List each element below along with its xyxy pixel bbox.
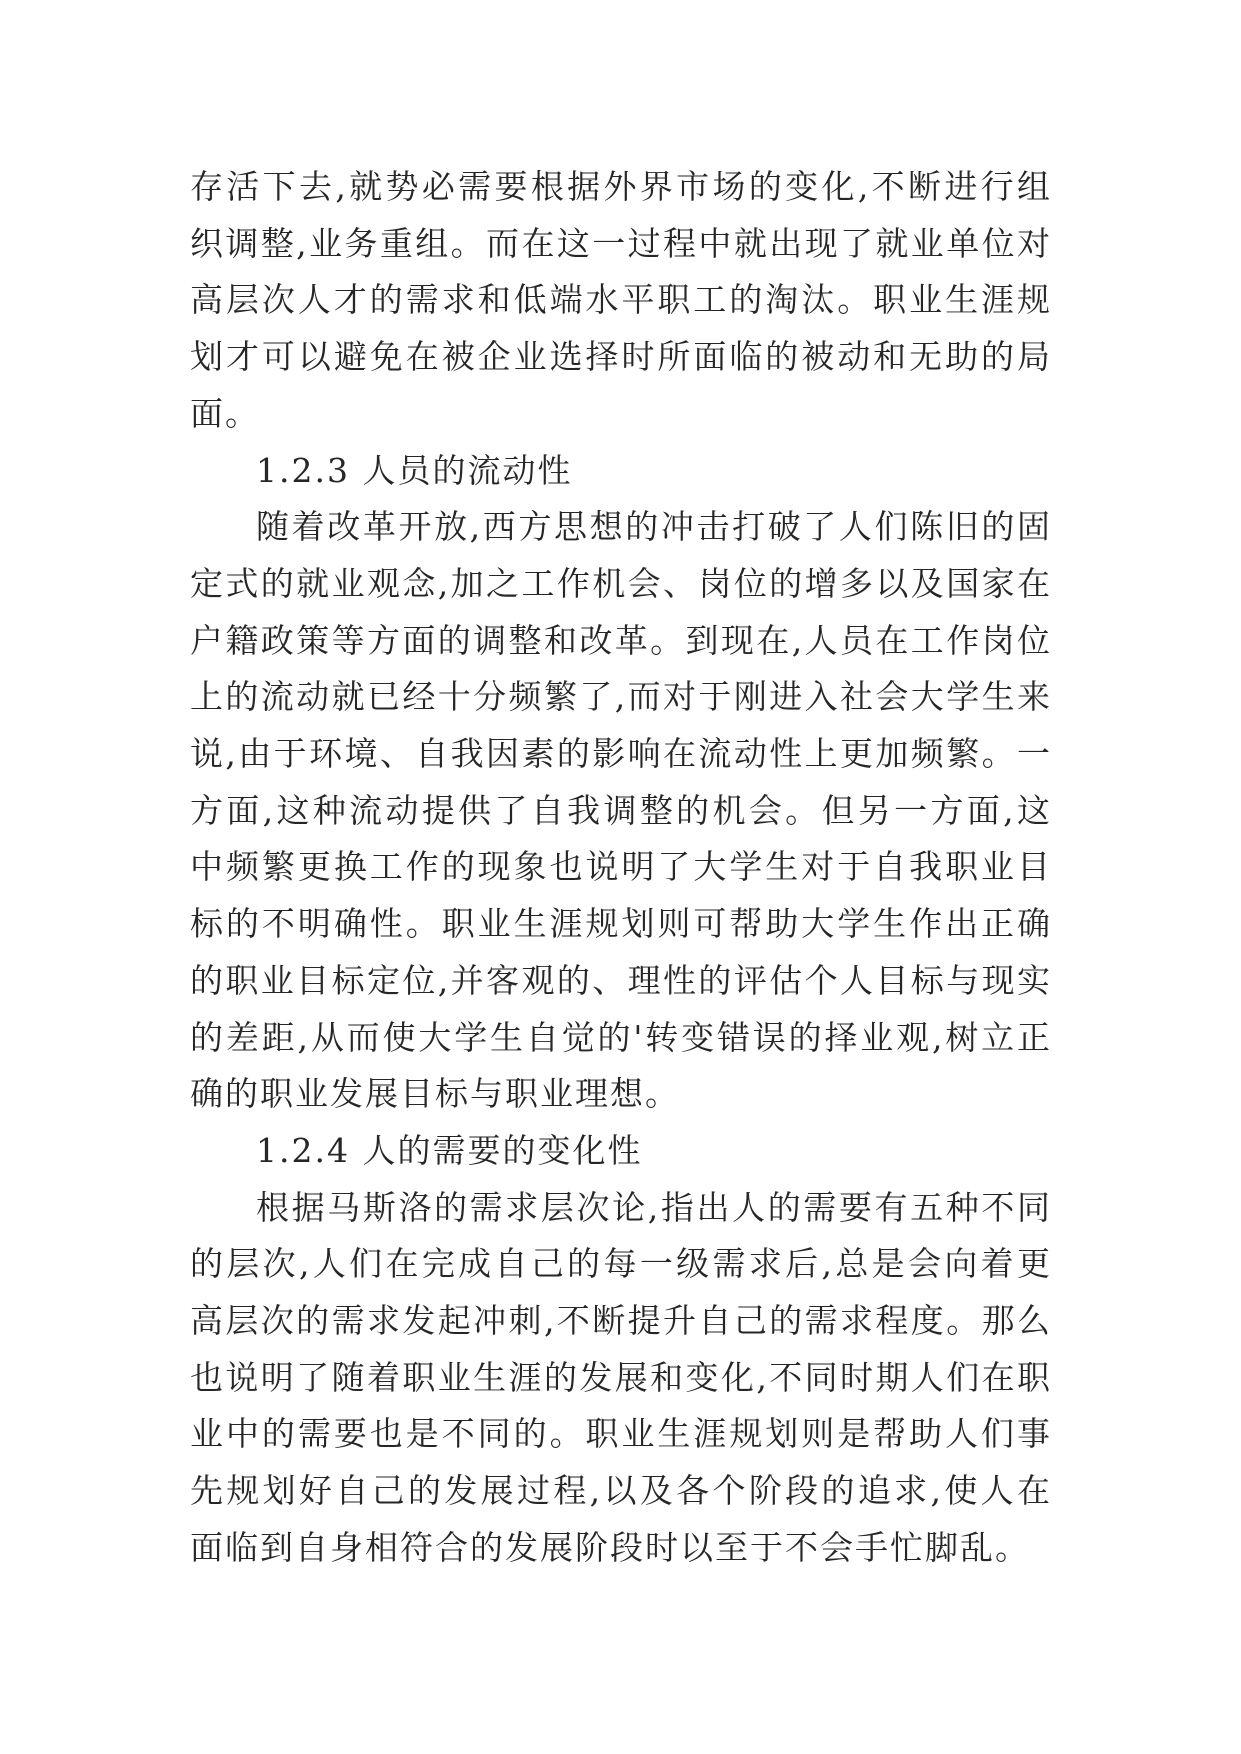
section-body-1-2-3: 随着改革开放,西方思想的冲击打破了人们陈旧的固定式的就业观念,加之工作机会、岗位的增多以及国家在户籍政策等方面的调整和改革。到现在,人员在工作岗位上的流动就已经十分频繁了,而对于刚进入社会大学生来说,由于环境、自我因素的影响在流动性上更加频繁。一方面,这种流动提供了自我调整的机会。但另一方面,这中频繁更换工作的现象也说明了大学生对于自我职业目标的不明确性。职业生涯规划则可帮助大学生作出正确的职业目标定位,并客观的、理性的评估个人目标与现实的差距,从而使大学生自觉的'转变错误的择业观,树立正确的职业发展目标与职业理想。 — [190, 507, 1052, 1114]
section-body-1-2-4: 根据马斯洛的需求层次论,指出人的需要有五种不同的层次,人们在完成自己的每一级需求后,总是会向着更高层次的需求发起冲刺,不断提升自己的需求程度。那么也说明了随着职业生涯的发展和变化,不同时期人们在职业中的需要也是不同的。职业生涯规划则是帮助人们事先规划好自己的发展过程,以及各个阶段的追求,使人在面临到自身相符合的发展阶段时以至于不会手忙脚乱。 — [190, 1187, 1052, 1567]
section-heading-1-2-3: 1.2.3 人员的流动性 — [256, 450, 573, 490]
document-body — [190, 159, 1052, 1577]
paragraph-continued: 存活下去,就势必需要根据外界市场的变化,不断进行组织调整,业务重组。而在这一过程中就出现了就业单位对高层次人才的需求和低端水平职工的淘汰。职业生涯规划才可以避免在被企业选择时所面临的被动和无助的局面。 — [190, 167, 1052, 433]
section-heading-1-2-4: 1.2.4 人的需要的变化性 — [256, 1130, 643, 1170]
